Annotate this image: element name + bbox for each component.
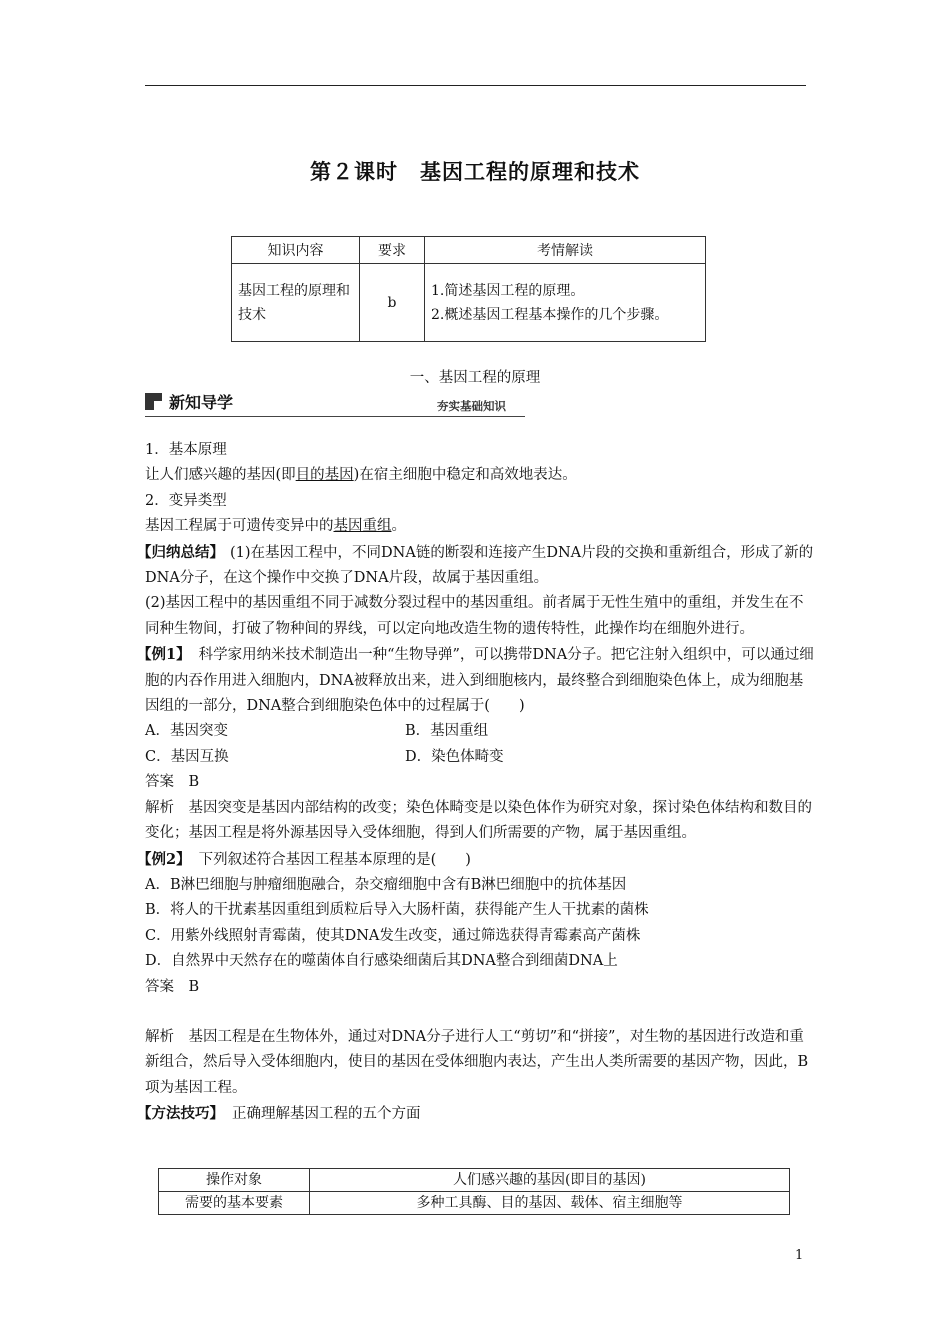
method-text: 正确理解基因工程的五个方面 (232, 1106, 421, 1123)
example-2-question (137, 847, 817, 873)
p2-underline: 基因重组 (333, 518, 392, 535)
tech-row (159, 1192, 790, 1215)
summary-paragraph-1 (137, 540, 817, 592)
ex1-option-a: A．基因突变 (145, 723, 228, 740)
example-1-options-row-1 (145, 719, 817, 744)
p2-post: 。 (391, 518, 406, 535)
variation-type-text (145, 514, 817, 539)
example-2-text: 下列叙述符合基因工程基本原理的是( ) (198, 851, 471, 868)
p1-post: )在宿主细胞中稳定和高效地表达。 (353, 467, 577, 484)
example-2-answer: 答案 B (145, 978, 200, 995)
req-header-notes: 考情解读 (425, 237, 706, 264)
p1-pre: 让人们感兴趣的基因(即 (145, 467, 296, 484)
method-tip (137, 1101, 817, 1127)
tech-table (158, 1168, 790, 1215)
summary-paragraph-2: (2)基因工程中的基因重组不同于减数分裂过程中的基因重组。前者属于无性生殖中的重组，并发生在不同种生物间，打破了物种间的界线，可以定向地改造生物的遗传特性，此操作均在细胞外进行。 (145, 595, 804, 637)
tech-cell-value: 多种工具酶、目的基因、载体、宿主细胞等 (310, 1192, 790, 1215)
ex1-option-d: D．染色体畸变 (405, 748, 504, 765)
tech-cell-label: 操作对象 (159, 1169, 310, 1192)
req-note-1: 1.简述基因工程的原理。 (431, 282, 585, 299)
req-cell-content: 基因工程的原理和技术 (232, 264, 360, 342)
ex1-option-c: C．基因互换 (145, 748, 229, 765)
main-content (137, 438, 817, 1128)
basic-principle-text (145, 463, 817, 488)
req-note-2: 2.概述基因工程基本操作的几个步骤。 (431, 306, 669, 323)
ex2-option-d: D．自然界中天然存在的噬菌体自行感染细菌后其DNA整合到细菌DNA上 (145, 953, 618, 970)
spacer (145, 1000, 817, 1025)
ex2-option-c: C．用紫外线照射青霉菌，使其DNA发生改变，通过筛选获得青霉素高产菌株 (145, 927, 641, 944)
example-1-answer: 答案 B (145, 774, 200, 791)
banner-title: 新知导学 (169, 393, 234, 412)
p2-pre: 基因工程属于可遗传变异中的 (145, 518, 334, 535)
requirements-table (231, 236, 706, 342)
section-banner (145, 392, 525, 418)
ex1-option-b: B．基因重组 (405, 723, 489, 740)
method-label: 【方法技巧】 (137, 1105, 224, 1123)
ex2-option-a: A．B淋巴细胞与肿瘤细胞融合，杂交瘤细胞中含有B淋巴细胞中的抗体基因 (145, 876, 627, 893)
p1-underline: 目的基因 (295, 467, 354, 484)
banner-rule (145, 416, 525, 417)
summary-label: 【归纳总结】 (137, 543, 224, 561)
heading-variation-type: 2．变异类型 (145, 492, 227, 509)
example-1-text: 科学家用纳米技术制造出一种“生物导弹”，可以携带DNA分子。把它注射入组织中，可以通过细胞的内吞作用进入细胞内，DNA被释放出来，进入到细胞核内，最终整合到细胞染色体上，成为细胞基因组的一部分，DNA整合到细胞染色体中的过程属于( ) (145, 647, 814, 715)
example-2-label: 【例2】 (137, 850, 191, 868)
example-2-analysis: 解析 基因工程是在生物体外，通过对DNA分子进行人工“剪切”和“拼接”，对生物的基因进行改造和重新组合，然后导入受体细胞内，使目的基因在受体细胞内表达，产生出人类所需要的基因产物，因此，B项为基因工程。 (145, 1028, 809, 1096)
req-cell-level: b (360, 264, 425, 342)
summary-text-1: (1)在基因工程中，不同DNA链的断裂和连接产生DNA片段的交换和重新组合，形成了新的DNA分子，在这个操作中交换了DNA片段，故属于基因重组。 (145, 544, 814, 587)
example-1-question (137, 642, 817, 719)
tech-cell-value: 人们感兴趣的基因(即目的基因) (310, 1169, 790, 1192)
page-number: 1 (795, 1248, 804, 1263)
section-title: 一、基因工程的原理 (409, 370, 541, 386)
tech-row (159, 1169, 790, 1192)
requirements-table-wrap (231, 236, 719, 342)
ex2-option-b: B．将人的干扰素基因重组到质粒后导入大肠杆菌，获得能产生人干扰素的菌株 (145, 902, 649, 919)
req-cell-notes (425, 264, 706, 342)
req-header-content: 知识内容 (232, 237, 360, 264)
heading-basic-principle: 1．基本原理 (145, 442, 227, 458)
banner-subtitle: 夯实基础知识 (437, 399, 506, 413)
page-title: 第２课时 基因工程的原理和技术 (310, 160, 640, 184)
banner-square-cutout (154, 401, 163, 410)
example-1-label: 【例1】 (137, 646, 191, 664)
req-header-level: 要求 (360, 237, 425, 264)
header-rule (145, 85, 806, 86)
example-1-options-row-2 (145, 745, 817, 770)
example-1-analysis: 解析 基因突变是基因内部结构的改变；染色体畸变是以染色体作为研究对象，探讨染色体结构和数目的变化；基因工程是将外源基因导入受体细胞，得到人们所需要的产物，属于基因重组。 (145, 799, 812, 842)
tech-cell-label: 需要的基本要素 (159, 1192, 310, 1215)
